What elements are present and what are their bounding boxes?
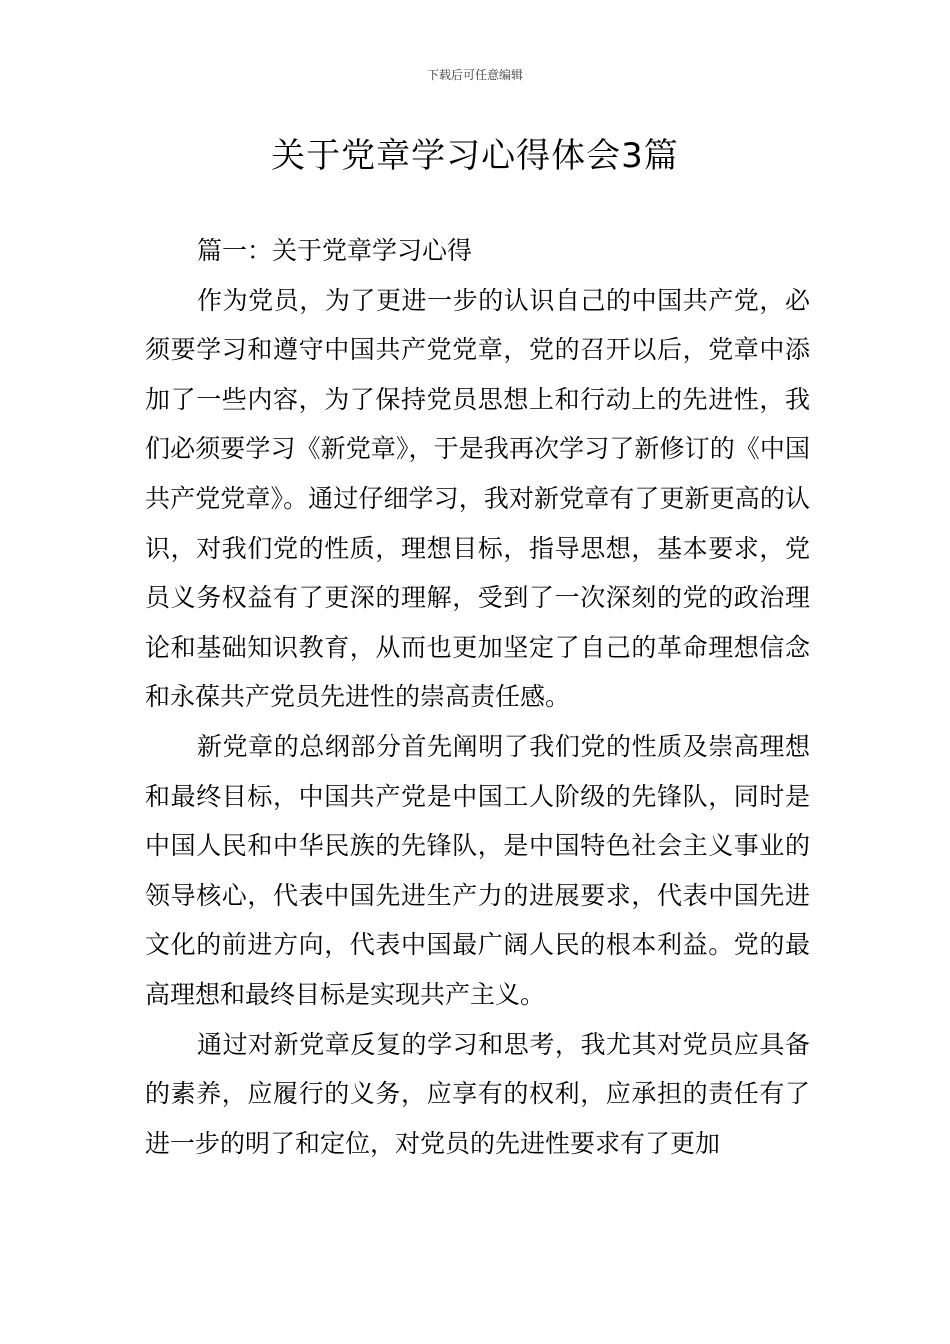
paragraph-1: 作为党员，为了更进一步的认识自己的中国共产党，必须要学习和遵守中国共产党党章，党的召开以后，党章中添加了一些内容，为了保持党员思想上和行动上的先进性，我们必须要学习《新党章》，于是我再次学习了新修订的《中国共产党党章》。通过仔细学习，我对新党章有了更新更高的认识，对我们党的性质，理想目标，指导思想，基本要求，党员义务权益有了更深的理解，受到了一次深刻的党的政治理论和基础知识教育，从而也更加坚定了自己的革命理想信念和永葆共产党员先进性的崇高责任感。 bbox=[145, 285, 810, 712]
page-header-note: 下载后可任意编辑 bbox=[426, 68, 523, 82]
document-title: 关于党章学习心得体会3篇 bbox=[271, 136, 679, 176]
paragraph-3: 通过对新党章反复的学习和思考，我尤其对党员应具备的素养，应履行的义务，应享有的权利，应承担的责任有了进一步的明了和定位，对党员的先进性要求有了更加 bbox=[145, 1029, 810, 1158]
paragraph-2: 新党章的总纲部分首先阐明了我们党的性质及崇高理想和最终目标，中国共产党是中国工人阶级的先锋队，同时是中国人民和中华民族的先锋队，是中国特色社会主义事业的领导核心，代表中国先进生产力的进展要求，代表中国先进文化的前进方向，代表中国最广阔人民的根本利益。党的最高理想和最终目标是实现共产主义。 bbox=[145, 731, 810, 1009]
section-heading: 篇一：关于党章学习心得 bbox=[197, 236, 473, 265]
document-body bbox=[145, 226, 810, 1168]
